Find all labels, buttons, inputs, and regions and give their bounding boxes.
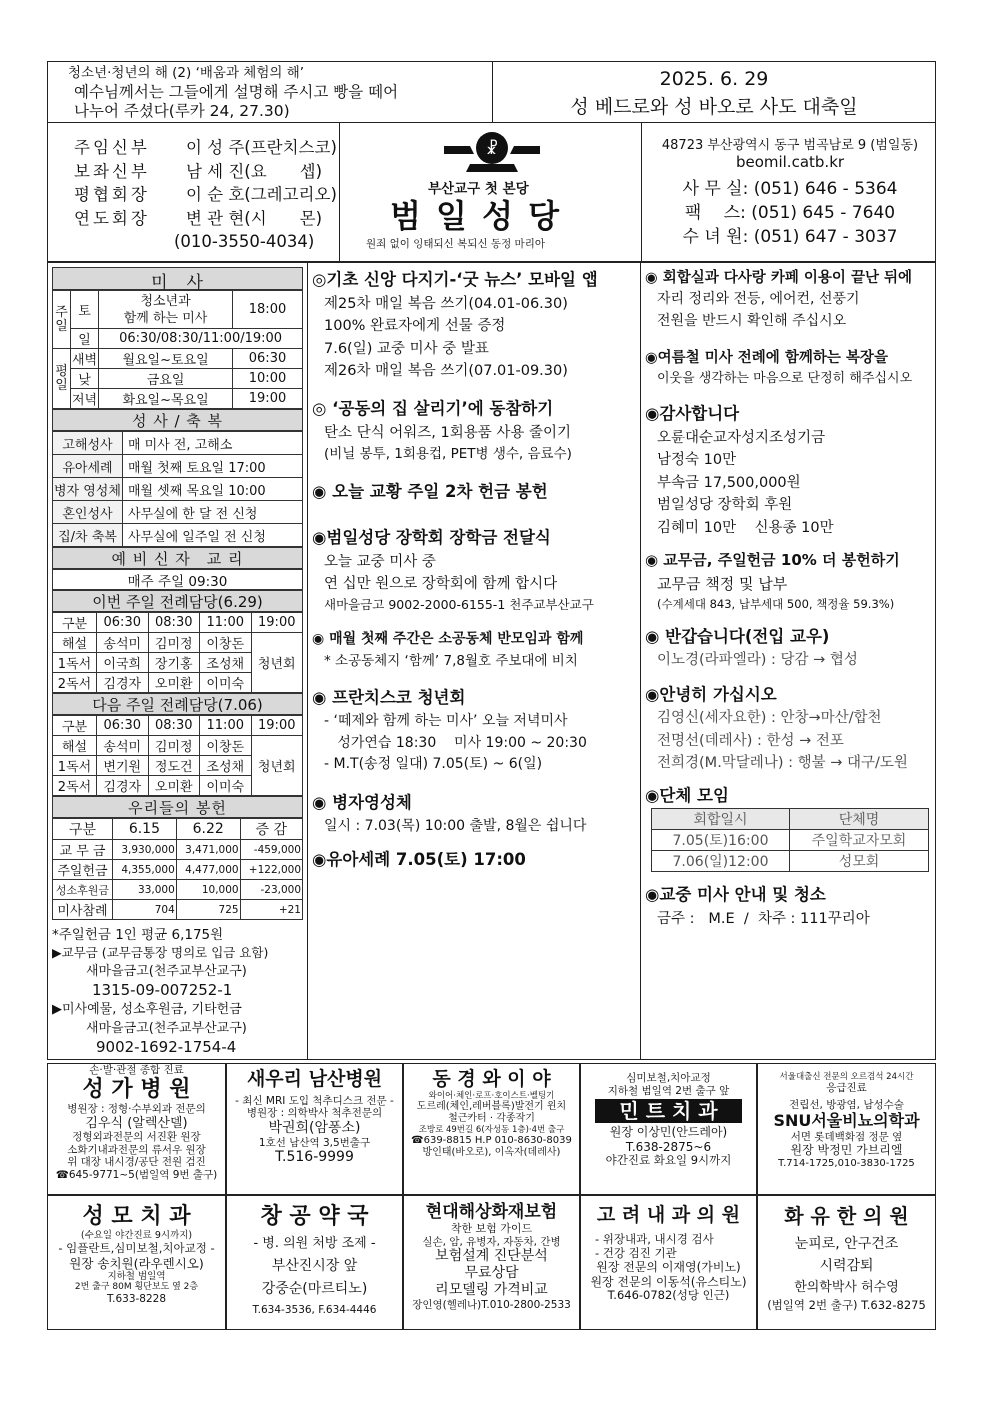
ad-line: 위 대장 내시경/공단 전원 검진 — [67, 1156, 206, 1169]
ad-line: 2번 출구 80M 횡단보도 옆 2층 — [74, 1281, 199, 1292]
ad-line: 박권희(암퐁소) — [268, 1119, 361, 1136]
off-cell: 미사참례 — [53, 900, 113, 920]
contact-block — [650, 134, 930, 249]
sac-label: 고해성사 — [53, 432, 123, 455]
off-cell: +21 — [240, 900, 302, 920]
notice-line: 제25차 매일 복음 쓰기(04.01-06.30) — [324, 295, 568, 312]
mass-cell: 새벽 — [71, 349, 99, 369]
notice-line: 전명선(데레사) : 한성 → 전포 — [657, 732, 844, 749]
ad-line: 전립선, 방광염, 남성수술 — [789, 1098, 904, 1111]
staff-phone: (010-3550-4034) — [174, 232, 315, 251]
notice-line: (비닐 봉투, 1회용컵, PET병 생수, 음료수) — [324, 446, 572, 463]
ad-tagline: 심미보철,치아교정 — [626, 1072, 711, 1084]
church-logo-icon — [444, 128, 540, 178]
duty-head: 06:30 — [97, 716, 149, 736]
duty-cell: 조성채 — [200, 756, 252, 776]
fax-number: 팩 스: (051) 645 - 7640 — [684, 203, 896, 223]
staff-list — [74, 136, 337, 254]
duty-head: 08:30 — [148, 613, 200, 633]
duty-cell: 변기원 — [97, 756, 149, 776]
ad-name: 화 유 한 의 원 — [784, 1204, 909, 1228]
ad-line: 착한 보험 가이드 — [450, 1222, 533, 1236]
middle-column — [312, 267, 638, 873]
notice-line: * 소공동체지 ‘함께’ 7,8월호 주보대에 비치 — [324, 652, 578, 669]
duty-head: 11:00 — [200, 716, 252, 736]
duty-cell: 해설 — [53, 736, 97, 756]
mass-cell: 금요일 — [99, 369, 233, 389]
off-cell: +122,000 — [240, 860, 302, 880]
notice-line: - ‘떼제와 함께 하는 미사’ 오늘 저녁미사 — [324, 713, 568, 729]
notice-heading: ◉안녕히 가십시오 — [645, 684, 777, 704]
notice-heading: ◎기초 신앙 다지기-‘굿 뉴스’ 모바일 앱 — [312, 270, 598, 289]
ad-line: (수요일 야간진료 9시까지) — [80, 1230, 193, 1242]
notice-heading: ◉단체 모임 — [645, 785, 729, 805]
staff-role: 주임신부 — [74, 138, 150, 157]
off-cell: 성소후원금 — [53, 880, 113, 900]
duty-cell: 김경자 — [97, 776, 149, 796]
notice-line: 성가연습 18:30 미사 19:00 ~ 20:30 — [324, 734, 587, 751]
feast-title: 성 베드로와 성 바오로 사도 대축일 — [570, 96, 858, 118]
ad-name: 새우리 남산병원 — [246, 1068, 383, 1090]
duty-cell: 1독서 — [53, 653, 97, 673]
duty-cell: 오미환 — [148, 776, 200, 796]
ad-name: 고 려 내 과 의 원 — [596, 1204, 741, 1226]
ad-line: 철근카터 · 각종작기 — [448, 1112, 535, 1124]
notice-line: 이노경(라파엘라) : 당감 → 협성 — [657, 652, 858, 669]
ad-line: 방인태(바오로), 이옥자(데레사) — [422, 1147, 561, 1159]
church-name: 범 일 성 당 — [390, 197, 562, 235]
ad-name: SNU서울비뇨의학과 — [773, 1111, 920, 1131]
duty-cell: 2독서 — [53, 673, 97, 693]
ad-tagline: 손·발·관절 종합 진료 — [89, 1064, 184, 1076]
off-cell: 10,000 — [176, 880, 240, 900]
ad-line: 시력감퇴 — [819, 1257, 874, 1274]
ad-line: 보험설계 진단분석 — [435, 1248, 548, 1265]
duty-cell: 이미숙 — [200, 776, 252, 796]
duty-cell: 송석미 — [97, 736, 149, 756]
duty-head: 19:00 — [251, 716, 303, 736]
ad-line: - 건강 검진 기관 — [595, 1245, 677, 1260]
off-cell: 704 — [113, 900, 177, 920]
notice-heading: ◉감사합니다 — [645, 404, 740, 424]
notice-heading: ◉ 프란치스코 청년회 — [312, 688, 466, 708]
notice-line: 100% 완료자에게 선물 증정 — [324, 318, 506, 335]
notice-line: 오늘 교중 미사 중 — [324, 553, 436, 570]
off-cell: 교 무 금 — [53, 840, 113, 860]
ad-name: 민 트 치 과 — [595, 1099, 742, 1123]
account-number: 1315-09-007252-1 — [92, 981, 233, 999]
off-head: 구분 — [53, 819, 113, 840]
notice-heading: ◉ 회합실과 다사랑 카페 이용이 끝난 뒤에 — [645, 270, 913, 286]
off-cell: -459,000 — [240, 840, 302, 860]
mass-cell: 평일 — [53, 349, 71, 409]
ad-line: 병원장 : 의학박사 척추전문의 — [246, 1107, 383, 1120]
right-column — [645, 267, 933, 930]
ad-line: ☎645-9771~5(범일역 9번 출구) — [55, 1168, 218, 1181]
staff-name: 이 성 주(프란치스코) — [186, 138, 337, 157]
staff-role: 평협회장 — [74, 185, 150, 204]
duty-cell: 조성채 — [200, 653, 252, 673]
meeting-cell: 7.05(토)16:00 — [652, 830, 790, 851]
notice-heading: ◉ 매월 첫째 주간은 소공동체 반모임과 함께 — [312, 630, 584, 647]
staff-name: 이 순 호(그레고리오) — [186, 185, 337, 204]
duty-cell: 이창돈 — [200, 736, 252, 756]
ad-name: 현대해상화재보험 — [425, 1202, 558, 1222]
mass-cell: 06:30/08:30/11:00/19:00 — [99, 329, 303, 349]
ad-tagline: 서울대출신 전문의 오르겸석 24시간 — [779, 1072, 914, 1082]
off-cell: 3,930,000 — [113, 840, 177, 860]
duty-cell: 김미정 — [148, 633, 200, 653]
notice-line: 교무금 책정 및 납부 — [657, 574, 788, 593]
ad-oriental-clinic — [757, 1195, 936, 1330]
duty-head: 구분 — [53, 613, 97, 633]
ad-line: 원장 전문의 이재영(가비노) — [596, 1260, 741, 1275]
sac-value: 매 미사 전, 고해소 — [122, 432, 302, 455]
off-head: 6.15 — [113, 819, 177, 840]
off-head: 증 감 — [240, 819, 302, 840]
svg-text:☧: ☧ — [485, 139, 499, 158]
notice-heading: ◉ 오늘 교황 주일 2차 헌금 봉헌 — [312, 482, 548, 502]
duty-cell: 송석미 — [97, 633, 149, 653]
off-cell: -23,000 — [240, 880, 302, 900]
ad-internal-medicine — [580, 1195, 757, 1330]
duty-cell: 이창돈 — [200, 633, 252, 653]
notice-line: 김혜미 10만 신용종 10만 — [657, 519, 834, 536]
ad-line: 야간진료 화요일 9시까지 — [605, 1152, 732, 1167]
notice-line: 부속금 17,500,000원 — [657, 474, 801, 491]
notice-heading: ◉교중 미사 안내 및 청소 — [645, 885, 826, 905]
staff-name: 남 세 진(요 셉) — [186, 161, 323, 181]
ad-line: T.646-0782(성당 인근) — [607, 1288, 730, 1303]
ad-line: 실손, 암, 유병자, 자동차, 간병 — [422, 1235, 561, 1248]
sacrament-table — [52, 431, 303, 547]
ad-name: 성 가 병 원 — [82, 1076, 191, 1102]
mass-cell: 토 — [71, 291, 99, 329]
left-column — [52, 267, 303, 1057]
mass-cell: 낮 — [71, 369, 99, 389]
duty-head: 19:00 — [251, 613, 303, 633]
notice-line: (수계세대 843, 납부세대 500, 책정율 59.3%) — [657, 596, 895, 611]
duty-cell: 정도건 — [148, 756, 200, 776]
office-phone: 사 무 실: (051) 646 - 5364 — [682, 179, 898, 199]
ad-line: 리모델링 가격비교 — [435, 1281, 548, 1298]
ad-line: 강중순(마르티노) — [261, 1280, 368, 1297]
ad-line: 김우식 (알렉산델) — [85, 1115, 188, 1131]
ad-hospital — [47, 1063, 226, 1195]
duty-head: 11:00 — [200, 613, 252, 633]
meeting-head: 회합일시 — [652, 809, 790, 830]
notice-line: 금주 : M.E / 차주 : 111꾸리아 — [657, 910, 870, 927]
off-cell: 33,000 — [113, 880, 177, 900]
website-link[interactable]: beomil.catb.kr — [735, 153, 845, 171]
meeting-cell: 주일학교자모회 — [790, 830, 929, 851]
sacrament-title: 성 사 / 축 복 — [52, 409, 303, 431]
account-line: ▶교무금 (교무금통장 명의로 입금 요함) — [52, 945, 269, 960]
notice-line: 제26차 매일 복음 쓰기(07.01-09.30) — [324, 362, 568, 379]
account-number: 9002-1692-1754-4 — [96, 1038, 237, 1056]
ad-insurance — [403, 1195, 580, 1330]
off-cell: 3,471,000 — [176, 840, 240, 860]
ad-name: 성 모 치 과 — [82, 1204, 191, 1229]
ad-line: 장인영(헬레나)T.010-2800-2533 — [412, 1298, 571, 1311]
duty-cell: 김경자 — [97, 673, 149, 693]
meeting-head: 단체명 — [790, 809, 929, 830]
account-line: ▶미사예물, 성소후원금, 기타헌금 — [52, 1002, 242, 1017]
theme-text: 청소년·청년의 해 (2) ‘배움과 체험의 해’ — [68, 65, 305, 81]
ad-line: 도르레(체인,레버블록)발전기 윈치 — [416, 1100, 567, 1112]
offering-title: 우리들의 봉헌 — [52, 796, 303, 818]
staff-role: 보좌신부 — [74, 161, 150, 181]
duty-cell: 1독서 — [53, 756, 97, 776]
offering-table — [52, 818, 303, 920]
duty-head: 06:30 — [97, 613, 149, 633]
notice-line: 전원을 반드시 확인해 주십시오 — [657, 313, 847, 330]
account-line: 새마을금고(천주교부산교구) — [86, 1021, 247, 1036]
mass-cell: 일 — [71, 329, 99, 349]
notice-line: 이웃을 생각하는 마음으로 단정히 해주십시오 — [657, 371, 913, 387]
duty-cell: 2독서 — [53, 776, 97, 796]
duty-this-title: 이번 주일 전례담당(6.29) — [52, 590, 303, 612]
mass-cell: 청소년과 함께 하는 미사 — [99, 291, 233, 329]
notice-line: 오륜대순교자성지조성기금 — [657, 430, 826, 447]
off-cell: 725 — [176, 900, 240, 920]
staff-name: 변 관 현(시 몬) — [186, 208, 323, 228]
mass-cell: 19:00 — [233, 389, 303, 409]
notice-line: 일시 : 7.03(목) 10:00 출발, 8월은 쉽니다 — [324, 817, 587, 834]
verse-line-1: 예수님께서는 그들에게 설명해 주시고 빵을 떼어 — [74, 83, 399, 101]
sac-value: 사무실에 일주일 전 신청 — [122, 524, 302, 547]
duty-cell: 이미숙 — [200, 673, 252, 693]
ad-line: 무료상담 — [464, 1264, 519, 1281]
ad-line: ☎639-8815 H.P 010-8630-8039 — [411, 1135, 572, 1147]
sac-label: 집/차 축복 — [53, 524, 123, 547]
ad-name: 창 공 약 국 — [260, 1204, 369, 1229]
ad-line: 소화기내과전문의 류서우 원장 — [67, 1143, 206, 1156]
duty-cell: 해설 — [53, 633, 97, 653]
bulletin-date: 2025. 6. 29 — [659, 68, 769, 90]
church-subtitle: 부산교구 첫 본당 — [428, 181, 529, 197]
mass-cell: 저녁 — [71, 389, 99, 409]
meeting-cell: 성모회 — [790, 851, 929, 872]
ad-line: 부산진시장 앞 — [271, 1257, 358, 1274]
mass-cell: 화요일~목요일 — [99, 389, 233, 409]
notice-line: 전희경(M.막달레나) : 행불 → 대구/도원 — [657, 755, 908, 772]
ad-line: 눈피로, 안구건조 — [794, 1236, 899, 1252]
catechumen-title: 예 비 신 자 교 리 — [52, 547, 303, 569]
notice-heading: ◉ 병자영성체 — [312, 793, 412, 813]
duty-youth: 청년회 — [251, 633, 303, 693]
ad-line: 정형외과전문의 서진환 원장 — [72, 1131, 201, 1144]
ad-mint — [580, 1063, 757, 1195]
off-head: 6.22 — [176, 819, 240, 840]
sac-label: 유아세례 — [53, 455, 123, 478]
sac-label: 혼인성사 — [53, 501, 123, 524]
account-info — [52, 943, 303, 1057]
notice-heading: ◉ 교무금, 주일헌금 10% 더 봉헌하기 — [645, 551, 900, 570]
ad-pharmacy — [226, 1195, 403, 1330]
ad-line: T.634-3536, F.634-4446 — [252, 1303, 377, 1316]
notice-line: 연 십만 원으로 장학회에 함께 합시다 — [324, 575, 558, 592]
ad-name: 동 경 와 이 야 — [432, 1068, 551, 1090]
notice-line: - M.T(송정 일대) 7.05(토) ~ 6(일) — [324, 756, 543, 773]
ad-line: 원장 박정민 가브리엘 — [790, 1143, 903, 1158]
off-cell: 주일헌금 — [53, 860, 113, 880]
duty-next-table — [52, 715, 303, 796]
verse-line-2: 나누어 주셨다(루카 24, 27.30) — [74, 102, 290, 120]
ad-line: 조방로 49번길 6(자성동 1층)·4번 출구 — [418, 1124, 565, 1135]
sac-value: 사무실에 한 달 전 신청 — [122, 501, 302, 524]
ad-line: 지하철 범일역 2번 출구 앞 — [607, 1084, 730, 1097]
sac-value: 매월 첫째 토요일 17:00 — [122, 455, 302, 478]
notice-line: 자리 정리와 전등, 에어컨, 선풍기 — [657, 291, 860, 308]
duty-next-title: 다음 주일 전례담당(7.06) — [52, 693, 303, 715]
ad-line: - 위장내과, 내시경 검사 — [595, 1231, 714, 1246]
mass-cell: 월요일~토요일 — [99, 349, 233, 369]
ad-line: T.714-1725,010-3830-1725 — [778, 1157, 915, 1169]
ad-line: T.516-9999 — [275, 1149, 354, 1166]
notice-heading: ◉ 반갑습니다(전입 교우) — [645, 626, 830, 646]
ad-line: (범일역 2번 출구) T.632-8275 — [767, 1298, 926, 1313]
header-left — [47, 61, 493, 123]
duty-head: 08:30 — [148, 716, 200, 736]
ad-wire — [403, 1063, 580, 1195]
sac-value: 매월 셋째 목요일 10:00 — [122, 478, 302, 501]
ad-line: 병원장 : 정형·수부외과 전문의 — [67, 1102, 206, 1115]
notice-heading: ◉범일성당 장학회 장학금 전달식 — [312, 527, 551, 547]
meeting-cell: 7.06(일)12:00 — [652, 851, 790, 872]
notice-heading: ◎ ‘공동의 집 살리기’에 동참하기 — [312, 399, 554, 419]
ad-dental — [47, 1195, 226, 1330]
duty-cell: 장기홍 — [148, 653, 200, 673]
offering-average: *주일헌금 1인 평균 6,175원 — [52, 927, 224, 943]
ad-line: - 병. 의원 처방 조제 - — [253, 1236, 376, 1252]
ad-line: 원장 전문의 이동석(유스티노) — [590, 1274, 747, 1289]
sac-label: 병자 영성체 — [53, 478, 123, 501]
address: 48723 부산광역시 동구 범곡남로 9 (범일동) — [661, 138, 919, 153]
ad-line: - 최신 MRI 도입 척추디스크 전문 - — [235, 1094, 394, 1107]
column-divider — [307, 262, 308, 1060]
ad-line: 원장 송치원(라우렌시오) — [69, 1255, 204, 1271]
church-motto: 원죄 없이 잉태되신 복되신 동정 마리아 — [366, 238, 545, 250]
notice-line: 7.6(일) 교중 미사 중 발표 — [324, 340, 489, 357]
ad-line: - 임플란트,심미보철,치아교정 - — [58, 1240, 215, 1255]
ad-line: 원장 이상민(안드레아) — [609, 1125, 728, 1140]
mass-title: 미 사 — [52, 267, 303, 290]
off-cell: 4,355,000 — [113, 860, 177, 880]
duty-this-table — [52, 612, 303, 693]
ad-line: 지하철 범일역 — [107, 1270, 166, 1282]
duty-youth: 청년회 — [251, 736, 303, 796]
convent-phone: 수 녀 원: (051) 647 - 3037 — [682, 227, 898, 247]
account-line: 새마을금고(천주교부산교구) — [86, 964, 247, 979]
duty-cell: 김미정 — [148, 736, 200, 756]
off-cell: 4,477,000 — [176, 860, 240, 880]
ad-line: T.633-8228 — [106, 1292, 167, 1305]
mass-table — [52, 290, 303, 409]
duty-cell: 이국희 — [97, 653, 149, 673]
ad-namsan — [226, 1063, 403, 1195]
duty-cell: 오미환 — [148, 673, 200, 693]
ad-line: 와이어·체인·로프·호이스트·벨팅기 — [428, 1090, 555, 1101]
meeting-table — [651, 808, 929, 872]
ad-line: T.638-2875~6 — [625, 1139, 712, 1154]
ad-line: 한의학박사 허수영 — [794, 1279, 899, 1295]
notice-line: 탄소 단식 어워즈, 1회용품 사용 줄이기 — [324, 425, 571, 441]
notice-line: 남정숙 10만 — [657, 452, 737, 469]
ad-line: 1호선 남산역 3,5번출구 — [258, 1136, 371, 1149]
mass-cell: 주일 — [53, 291, 71, 349]
ad-snu — [757, 1063, 936, 1195]
notice-heading: ◉유아세례 7.05(토) 17:00 — [312, 850, 526, 870]
ad-line: 응급진료 — [826, 1082, 867, 1095]
header-right — [492, 61, 936, 123]
catechumen-time: 매주 주일 09:30 — [52, 569, 303, 590]
mass-cell: 10:00 — [233, 369, 303, 389]
notice-heading: ◉여름철 미사 전례에 함께하는 복장을 — [645, 349, 888, 366]
notice-line: 새마을금고 9002-2000-6155-1 천주교부산교구 — [324, 597, 594, 613]
staff-role: 연도회장 — [74, 208, 150, 228]
notice-line: 김영신(세자요한) : 안창→마산/합천 — [657, 710, 882, 727]
column-divider — [640, 262, 641, 1060]
mass-cell: 18:00 — [233, 291, 303, 329]
notice-line: 범일성당 장학회 후원 — [657, 497, 793, 514]
mass-cell: 06:30 — [233, 349, 303, 369]
ad-line: 서면 롯데백화점 정문 옆 — [790, 1130, 903, 1143]
duty-head: 구분 — [53, 716, 97, 736]
